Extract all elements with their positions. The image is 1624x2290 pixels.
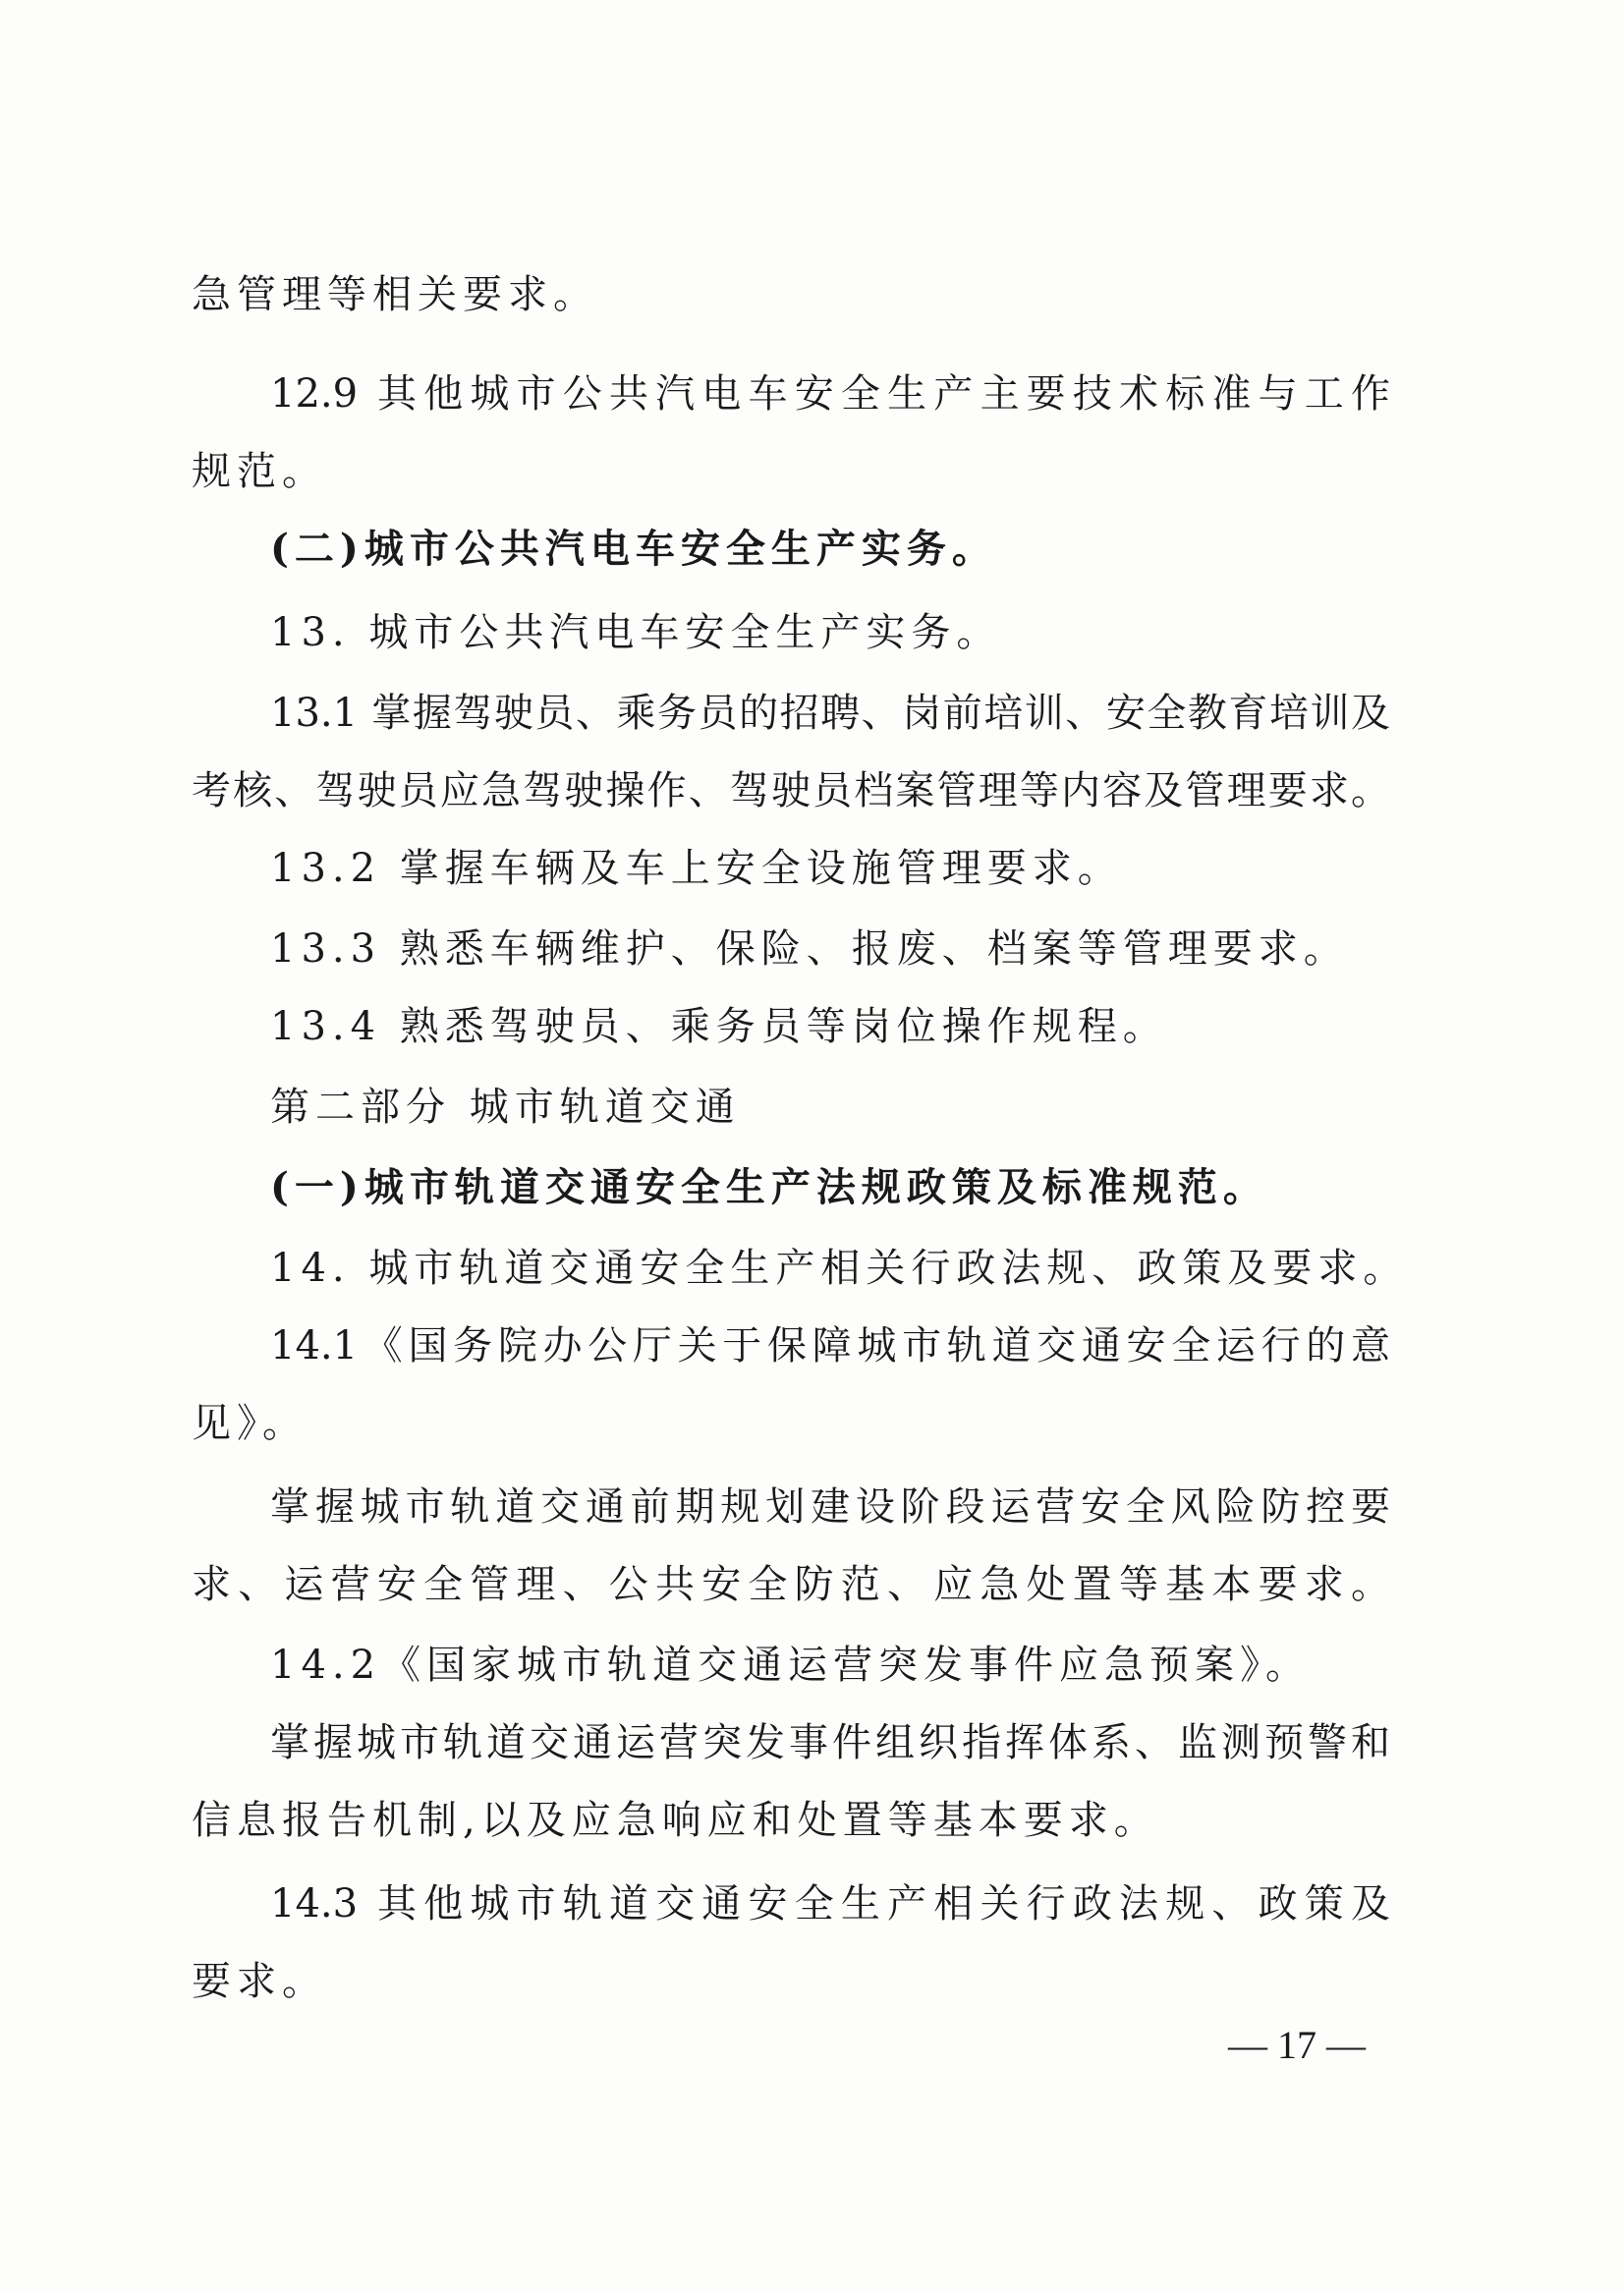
- text-line-17: 求、运营安全管理、公共安全防范、应急处置等基本要求。: [192, 1562, 1390, 1607]
- text-line-9: 13.3 熟悉车辆维护、保险、报废、档案等管理要求。: [270, 926, 1349, 972]
- text-line-7: 考核、驾驶员应急驾驶操作、驾驶员档案管理等内容及管理要求。: [192, 768, 1390, 813]
- text-line-18: 14.2《国家城市轨道交通运营突发事件应急预案》。: [270, 1643, 1312, 1688]
- text-line-8: 13.2 掌握车辆及车上安全设施管理要求。: [270, 846, 1123, 891]
- page-number: — 17 —: [1228, 2023, 1366, 2067]
- text-line-14: 14.1《国务院办公厅关于保障城市轨道交通安全运行的意: [270, 1323, 1390, 1368]
- text-line-10: 13.4 熟悉驾驶员、乘务员等岗位操作规程。: [270, 1004, 1168, 1049]
- text-line-20: 信息报告机制,以及应急响应和处置等基本要求。: [192, 1798, 1159, 1843]
- part-heading-rail-transit: 第二部分 城市轨道交通: [270, 1085, 741, 1130]
- text-line-3: 规范。: [192, 449, 327, 494]
- text-line-1: 急管理等相关要求。: [192, 272, 598, 317]
- section-heading-bus-practice: (二)城市公共汽电车安全生产实务。: [270, 526, 997, 572]
- text-line-22: 要求。: [192, 1959, 327, 2004]
- section-heading-rail-regulations: (一)城市轨道交通安全生产法规政策及标准规范。: [270, 1164, 1268, 1210]
- text-line-13: 14. 城市轨道交通安全生产相关行政法规、政策及要求。: [270, 1246, 1409, 1291]
- text-line-16: 掌握城市轨道交通前期规划建设阶段运营安全风险防控要: [270, 1484, 1390, 1530]
- text-line-19: 掌握城市轨道交通运营突发事件组织指挥体系、监测预警和: [270, 1720, 1390, 1765]
- text-line-2: 12.9 其他城市公共汽电车安全生产主要技术标准与工作: [270, 371, 1390, 417]
- text-line-21: 14.3 其他城市轨道交通安全生产相关行政法规、政策及: [270, 1881, 1390, 1927]
- text-line-15: 见》。: [192, 1401, 308, 1446]
- text-line-5: 13. 城市公共汽电车安全生产实务。: [270, 610, 1002, 655]
- text-line-6: 13.1 掌握驾驶员、乘务员的招聘、岗前培训、安全教育培训及: [270, 691, 1390, 736]
